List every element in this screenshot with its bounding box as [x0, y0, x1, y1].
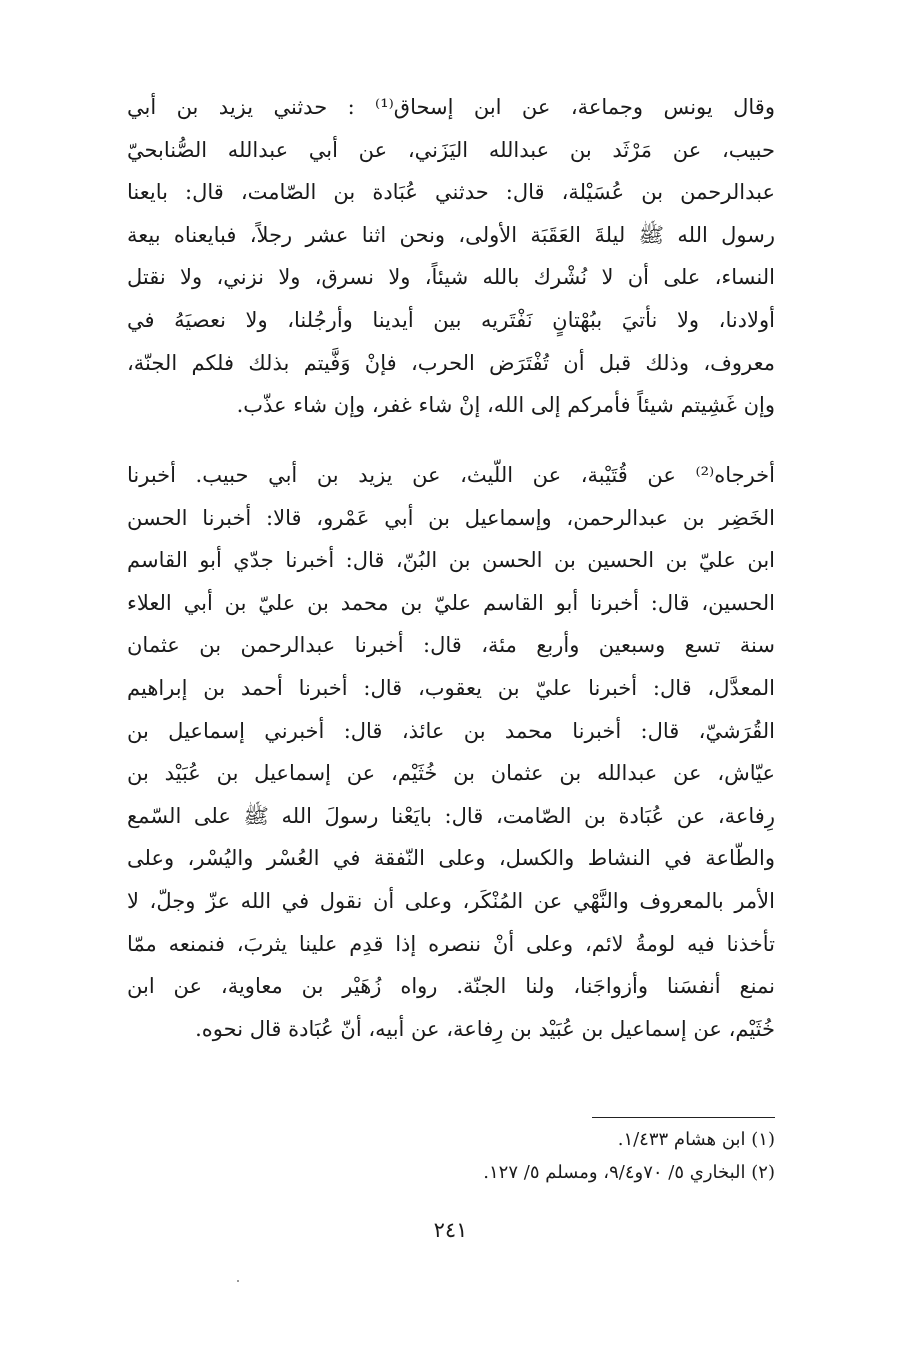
- footnote-1: (١) ابن هشام ١/٤٣٣.: [617, 1129, 775, 1150]
- text-line: القُرَشيّ، قال: أخبرنا محمد بن عائذ، قال: أخبرني إسماعيل بن: [127, 718, 775, 743]
- text-line: ابن عليّ بن الحسين بن الحسن بن البُنّ، قال: أخبرنا جدّي أبو القاسم: [127, 548, 775, 573]
- text-line: النساء، على أن لا نُشْرك بالله شيئاً، ولا نسرق، ولا نزني، ولا نقتل: [127, 265, 775, 290]
- text-line: رِفاعة، عن عُبَادة بن الصّامت، قال: بايَعْنا رسولَ الله ﷺ على السّمع: [127, 803, 775, 828]
- footnote-2: (٢) البخاري ٥/ ٧٠و٩/٤، ومسلم ٥/ ١٢٧.: [483, 1162, 775, 1183]
- scan-speck: [237, 1280, 239, 1282]
- text-line: أولادنا، ولا نأتيَ ببُهْتانٍ نَفْتَريه بين أيدينا وأرجُلنا، ولا نعصيَهُ في: [127, 307, 775, 332]
- text-line: عبدالرحمن بن عُسَيْلة، قال: حدثني عُبَادة بن الصّامت، قال: بايعنا: [127, 180, 775, 205]
- text-line: وقال يونس وجماعة، عن ابن إسحاق⁽¹⁾ : حدثني يزيد بن أبي: [127, 95, 775, 119]
- text-line: عيّاش، عن عبدالله بن عثمان بن خُثَيْم، عن إسماعيل بن عُبَيْد بن: [127, 761, 775, 786]
- paragraph-2: [127, 454, 775, 1050]
- text-line: المعدَّل، قال: أخبرنا عليّ بن يعقوب، قال: أخبرنا أحمد بن إبراهيم: [127, 675, 775, 700]
- page-number: ٢٤١: [433, 1218, 468, 1242]
- text-line: الأمر بالمعروف والنَّهْي عن المُنْكَر، وعلى أن نقول في الله عزّ وجلّ، لا: [127, 888, 775, 913]
- text-line: معروف، وذلك قبل أن تُفْتَرَض الحرب، فإنْ وَفَّيتم بذلك فلكم الجنّة،: [127, 350, 775, 375]
- text-line: سنة تسع وسبعين وأربع مئة، قال: أخبرنا عبدالرحمن بن عثمان: [127, 633, 775, 658]
- text-line: الحسين، قال: أخبرنا أبو القاسم عليّ بن محمد بن عليّ بن أبي العلاء: [127, 590, 775, 615]
- text-line: أخرجاه⁽²⁾ عن قُتَيْبة، عن اللّيث، عن يزيد بن أبي حبيب. أخبرنا: [127, 463, 775, 487]
- footnotes: [300, 1123, 775, 1189]
- footnote-divider: [592, 1117, 775, 1118]
- text-line: حبيب، عن مَرْثَد بن عبدالله اليَزَني، عن أبي عبدالله الصُّنابحيّ: [127, 137, 775, 162]
- text-line: خُثَيْم، عن إسماعيل بن عُبَيْد بن رِفاعة، عن أبيه، أنّ عُبَادة قال نحوه.: [195, 1016, 775, 1041]
- paragraph-1: [127, 86, 775, 427]
- text-line: تأخذنا فيه لومةُ لائم، وعلى أنْ ننصره إذا قدِم علينا يثربَ، فنمنعه ممّا: [127, 931, 775, 956]
- text-line: رسول الله ﷺ ليلةَ العَقَبَة الأولى، ونحن اثنا عشر رجلاً، فبايعناه بيعة: [127, 222, 775, 247]
- text-line: والطّاعة في النشاط والكسل، وعلى النّفقة في العُسْر واليُسْر، وعلى: [127, 846, 775, 871]
- text-line: نمنع أنفسَنا وأزواجَنا، ولنا الجنّة. رواه زُهَيْر بن معاوية، عن ابن: [127, 974, 775, 999]
- text-line: وإن غَشِيتم شيئاً فأمركم إلى الله، إنْ شاء غفر، وإن شاء عذّب.: [236, 393, 775, 418]
- text-line: الخَضِر بن عبدالرحمن، وإسماعيل بن أبي عَمْرو، قالا: أخبرنا الحسن: [127, 505, 775, 530]
